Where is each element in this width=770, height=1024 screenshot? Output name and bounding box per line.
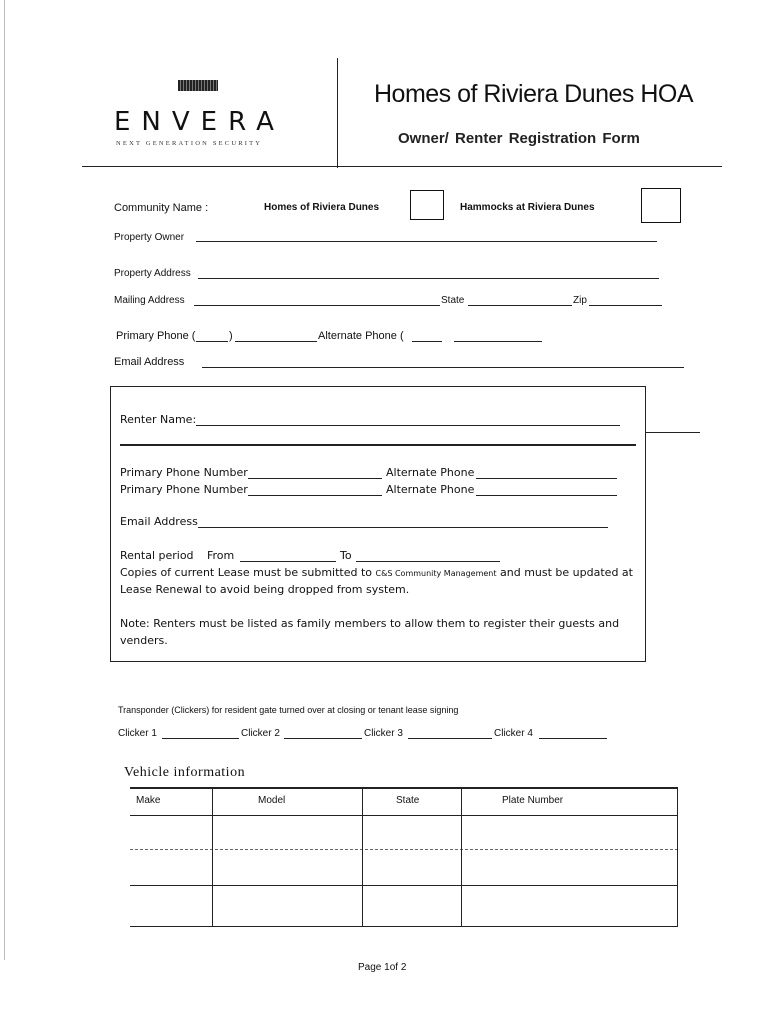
page-subtitle: Owner/ Renter Registration Form	[398, 130, 640, 147]
vehicle-table	[130, 787, 678, 927]
community-option-1-checkbox[interactable]	[410, 190, 444, 220]
alternate-phone-area-field[interactable]	[412, 341, 442, 342]
state-field[interactable]	[468, 305, 572, 306]
col-header-plate: Plate Number	[502, 795, 564, 806]
page-number: Page 1of 2	[358, 962, 407, 973]
table-row-1-plate-cell[interactable]	[462, 817, 677, 849]
vehicle-info-title: Vehicle information	[124, 765, 246, 780]
table-row-2-model-cell[interactable]	[213, 851, 362, 885]
rental-to-field[interactable]	[356, 561, 500, 562]
clicker-1-field[interactable]	[162, 738, 239, 739]
col-header-make: Make	[136, 795, 161, 806]
alternate-phone-label: Alternate Phone (	[318, 330, 404, 342]
table-row-3-state-cell[interactable]	[363, 887, 461, 926]
brand-logo-text: ENVERA	[114, 107, 285, 137]
clicker-1-label: Clicker 1	[118, 728, 157, 739]
brand-tagline: NEXT GENERATION SECURITY	[116, 140, 263, 147]
renter-alternate-phone-label-1: Alternate Phone	[386, 466, 475, 479]
transponder-note: Transponder (Clickers) for resident gate turned over at closing or tenant lease signing	[118, 705, 459, 715]
clicker-4-field[interactable]	[539, 738, 607, 739]
renter-note-line-1: Note: Renters must be listed as family members to allow them to register their guests and	[120, 617, 620, 630]
clicker-2-label: Clicker 2	[241, 728, 280, 739]
community-option-2-label: Hammocks at Riviera Dunes	[460, 202, 595, 213]
community-option-1-label: Homes of Riviera Dunes	[264, 202, 380, 213]
clicker-3-field[interactable]	[408, 738, 492, 739]
property-address-label: Property Address	[114, 268, 191, 279]
rental-to-label: To	[340, 549, 352, 562]
renter-name-second-line[interactable]	[120, 444, 636, 446]
header-divider	[337, 58, 338, 168]
renter-name-field[interactable]	[196, 425, 620, 426]
renter-email-field[interactable]	[198, 527, 608, 528]
property-address-field[interactable]	[198, 278, 659, 279]
table-row-1-state-cell[interactable]	[363, 817, 461, 849]
clicker-2-field[interactable]	[284, 738, 362, 739]
stray-line	[646, 432, 700, 433]
community-option-2-checkbox[interactable]	[641, 188, 681, 223]
zip-field[interactable]	[589, 305, 662, 306]
property-owner-label: Property Owner	[114, 232, 185, 243]
table-row-1-make-cell[interactable]	[130, 817, 212, 849]
rental-from-field[interactable]	[240, 561, 336, 562]
table-row-2-plate-cell[interactable]	[462, 851, 677, 885]
table-row-3-plate-cell[interactable]	[462, 887, 677, 926]
header-rule	[82, 166, 722, 167]
renter-alternate-phone-field-2[interactable]	[476, 495, 617, 496]
renter-primary-phone-field-1[interactable]	[248, 478, 382, 479]
renter-primary-phone-field-2[interactable]	[248, 495, 382, 496]
renter-email-label: Email Address	[120, 515, 198, 528]
renter-primary-phone-label-1: Primary Phone Number	[120, 466, 248, 479]
table-row-1-model-cell[interactable]	[213, 817, 362, 849]
mailing-address-field[interactable]	[194, 305, 440, 306]
mailing-address-label: Mailing Address	[114, 295, 185, 306]
clicker-4-label: Clicker 4	[494, 728, 533, 739]
state-label: State	[441, 295, 465, 306]
property-owner-field[interactable]	[196, 241, 657, 242]
col-header-state: State	[396, 795, 420, 806]
table-row-2-make-cell[interactable]	[130, 851, 212, 885]
clicker-3-label: Clicker 3	[364, 728, 403, 739]
rental-from-label: From	[207, 549, 235, 562]
page-title: Homes of Riviera Dunes HOA	[374, 80, 694, 108]
table-col-rule-4	[677, 787, 678, 927]
col-header-model: Model	[258, 795, 286, 806]
renter-alternate-phone-field-1[interactable]	[476, 478, 617, 479]
renter-name-label: Renter Name:	[120, 413, 197, 426]
primary-phone-label: Primary Phone (	[116, 330, 196, 342]
rental-period-label: Rental period	[120, 549, 194, 562]
primary-phone-number-field[interactable]	[235, 341, 317, 342]
table-row-3-model-cell[interactable]	[213, 887, 362, 926]
lease-notice-line-2: Lease Renewal to avoid being dropped from system.	[120, 583, 410, 596]
lease-notice-line-1: Copies of current Lease must be submitted to C&S Community Management and must be updated at	[120, 566, 633, 579]
primary-phone-area-field[interactable]	[196, 341, 228, 342]
table-row-2-state-cell[interactable]	[363, 851, 461, 885]
primary-phone-close-paren: )	[229, 330, 233, 342]
scan-margin-line	[4, 0, 5, 960]
renter-note-line-2: venders.	[120, 634, 168, 647]
alternate-phone-number-field[interactable]	[454, 341, 542, 342]
email-address-label: Email Address	[114, 356, 185, 368]
table-row-3-make-cell[interactable]	[130, 887, 212, 926]
community-name-label: Community Name :	[114, 202, 209, 214]
logo-mark	[178, 80, 218, 91]
renter-alternate-phone-label-2: Alternate Phone	[386, 483, 475, 496]
email-address-field[interactable]	[202, 367, 684, 368]
zip-label: Zip	[573, 295, 587, 306]
renter-primary-phone-label-2: Primary Phone Number	[120, 483, 248, 496]
